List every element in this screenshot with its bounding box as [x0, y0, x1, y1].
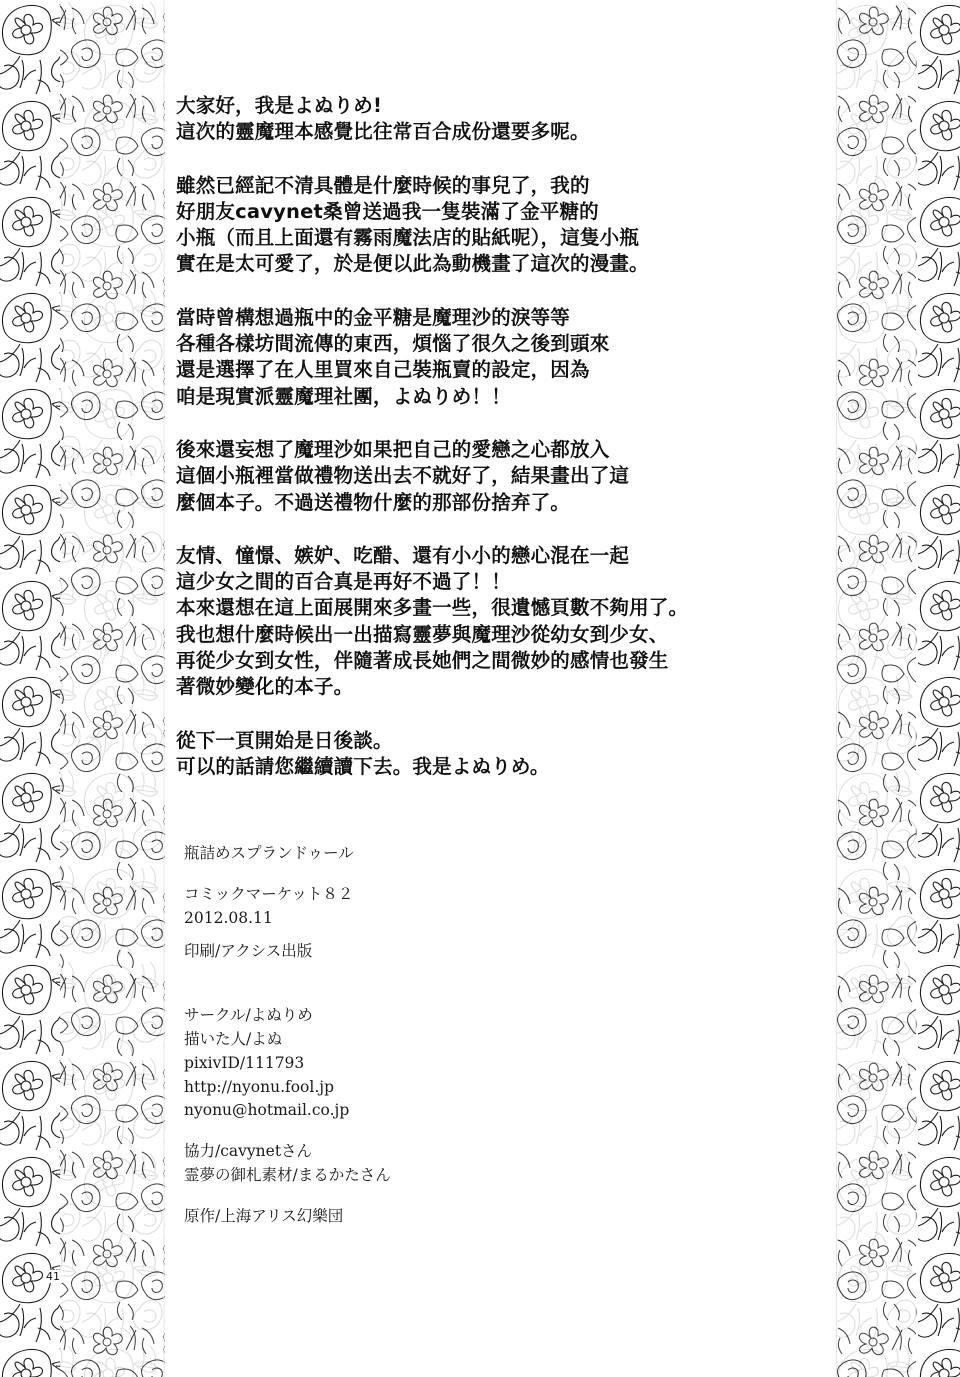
email-link[interactable]: nyonu@hotmail.co.jp: [184, 1101, 350, 1120]
afterword-line: 可以的話請您繼續讀下去。我是よぬりめ。: [176, 754, 550, 778]
materials-credit: 霊夢の御札素材/まるかたさん: [184, 1165, 391, 1184]
afterword-line: 大家好，我是よぬりめ!: [176, 94, 383, 117]
afterword-line: 當時曾構想過瓶中的金平糖是魔理沙的淚等等: [176, 305, 571, 329]
afterword-paragraph-3: [176, 305, 676, 410]
afterword-line: 從下一頁開始是日後談。: [176, 728, 393, 752]
cooperation-credit: 協力/cavynetさん: [184, 1142, 313, 1161]
pixiv-id: pixivID/111793: [184, 1053, 305, 1072]
afterword-line: 這個小瓶裡當做禮物送出去不就好了，結果畫出了這: [176, 464, 630, 488]
afterword-line: 麼個本子。不過送禮物什麼的那部份捨弃了。: [176, 490, 571, 514]
book-title: 瓶詰めスプランドゥール: [184, 844, 354, 862]
artist-name: 描いた人/よぬ: [184, 1029, 283, 1048]
original-work-credit: 原作/上海アリス幻樂団: [184, 1206, 344, 1225]
afterword-paragraph-1: [176, 93, 676, 146]
afterword-paragraph-2: [176, 173, 676, 278]
colophon-original-group: [184, 1205, 514, 1229]
afterword-line: 友情、憧憬、嫉妒、吃醋、還有小小的戀心混在一起: [176, 543, 630, 567]
colophon-credits-group: [184, 1140, 514, 1188]
circle-name: サークル/よぬりめ: [184, 1006, 313, 1025]
afterword-line: 各種各樣坊間流傳的東西，煩惱了很久之後到頭來: [176, 332, 610, 356]
colophon: [184, 842, 514, 1246]
afterword-paragraph-6: [176, 728, 676, 781]
afterword-line: 後來還妄想了魔理沙如果把自己的愛戀之心都放入: [176, 437, 610, 461]
afterword-line: 再從少女到女性，伴隨著成長她們之間微妙的感情也發生: [176, 649, 669, 673]
afterword-line: 這次的靈魔理本感覺比往常百合成份還要多呢。: [176, 120, 590, 144]
flower-pattern-right: [836, 0, 960, 1377]
afterword-line: 雖然已經記不清具體是什麼時候的事兒了，我的: [176, 173, 590, 197]
page-number: 41: [46, 1270, 60, 1283]
colophon-title-group: [184, 842, 514, 866]
afterword-line: 還是選擇了在人里買來自己裝瓶賣的設定，因為: [176, 358, 590, 382]
afterword-paragraph-4: [176, 437, 676, 516]
afterword-line: 我也想什麼時候出一出描寫靈夢與魔理沙從幼女到少女、: [176, 622, 669, 646]
website-link[interactable]: http://nyonu.fool.jp: [184, 1077, 335, 1096]
release-date: 2012.08.11: [184, 908, 273, 927]
afterword-line: 這少女之間的百合真是再好不過了！！: [176, 570, 511, 594]
colophon-printer-group: [184, 940, 514, 964]
afterword-line: 著微妙變化的本子。: [176, 675, 354, 699]
afterword-line: 實在是太可愛了，於是便以此為動機畫了這次的漫畫。: [176, 252, 649, 276]
afterword: [176, 93, 689, 807]
afterword-line: 本來還想在這上面展開來多畫一些，很遺憾頁數不夠用了。: [176, 596, 689, 620]
afterword-line: 咱是現實派靈魔理社團，よぬりめ！！: [176, 384, 511, 408]
afterword-paragraph-5: [176, 543, 689, 701]
event-name: コミックマーケット８２: [184, 884, 354, 903]
afterword-line: 好朋友cavynet桑曾送過我一隻裝滿了金平糖的: [176, 199, 599, 223]
left-floral-border: [0, 0, 165, 1377]
printer: 印刷/アクシス出版: [184, 942, 313, 961]
colophon-event-group: [184, 883, 514, 931]
right-floral-border: [836, 0, 960, 1377]
colophon-author-group: [184, 1004, 514, 1123]
afterword-line: 小瓶（而且上面還有霧雨魔法店的貼紙呢），這隻小瓶: [176, 226, 640, 250]
flower-pattern-left: [0, 0, 165, 1377]
